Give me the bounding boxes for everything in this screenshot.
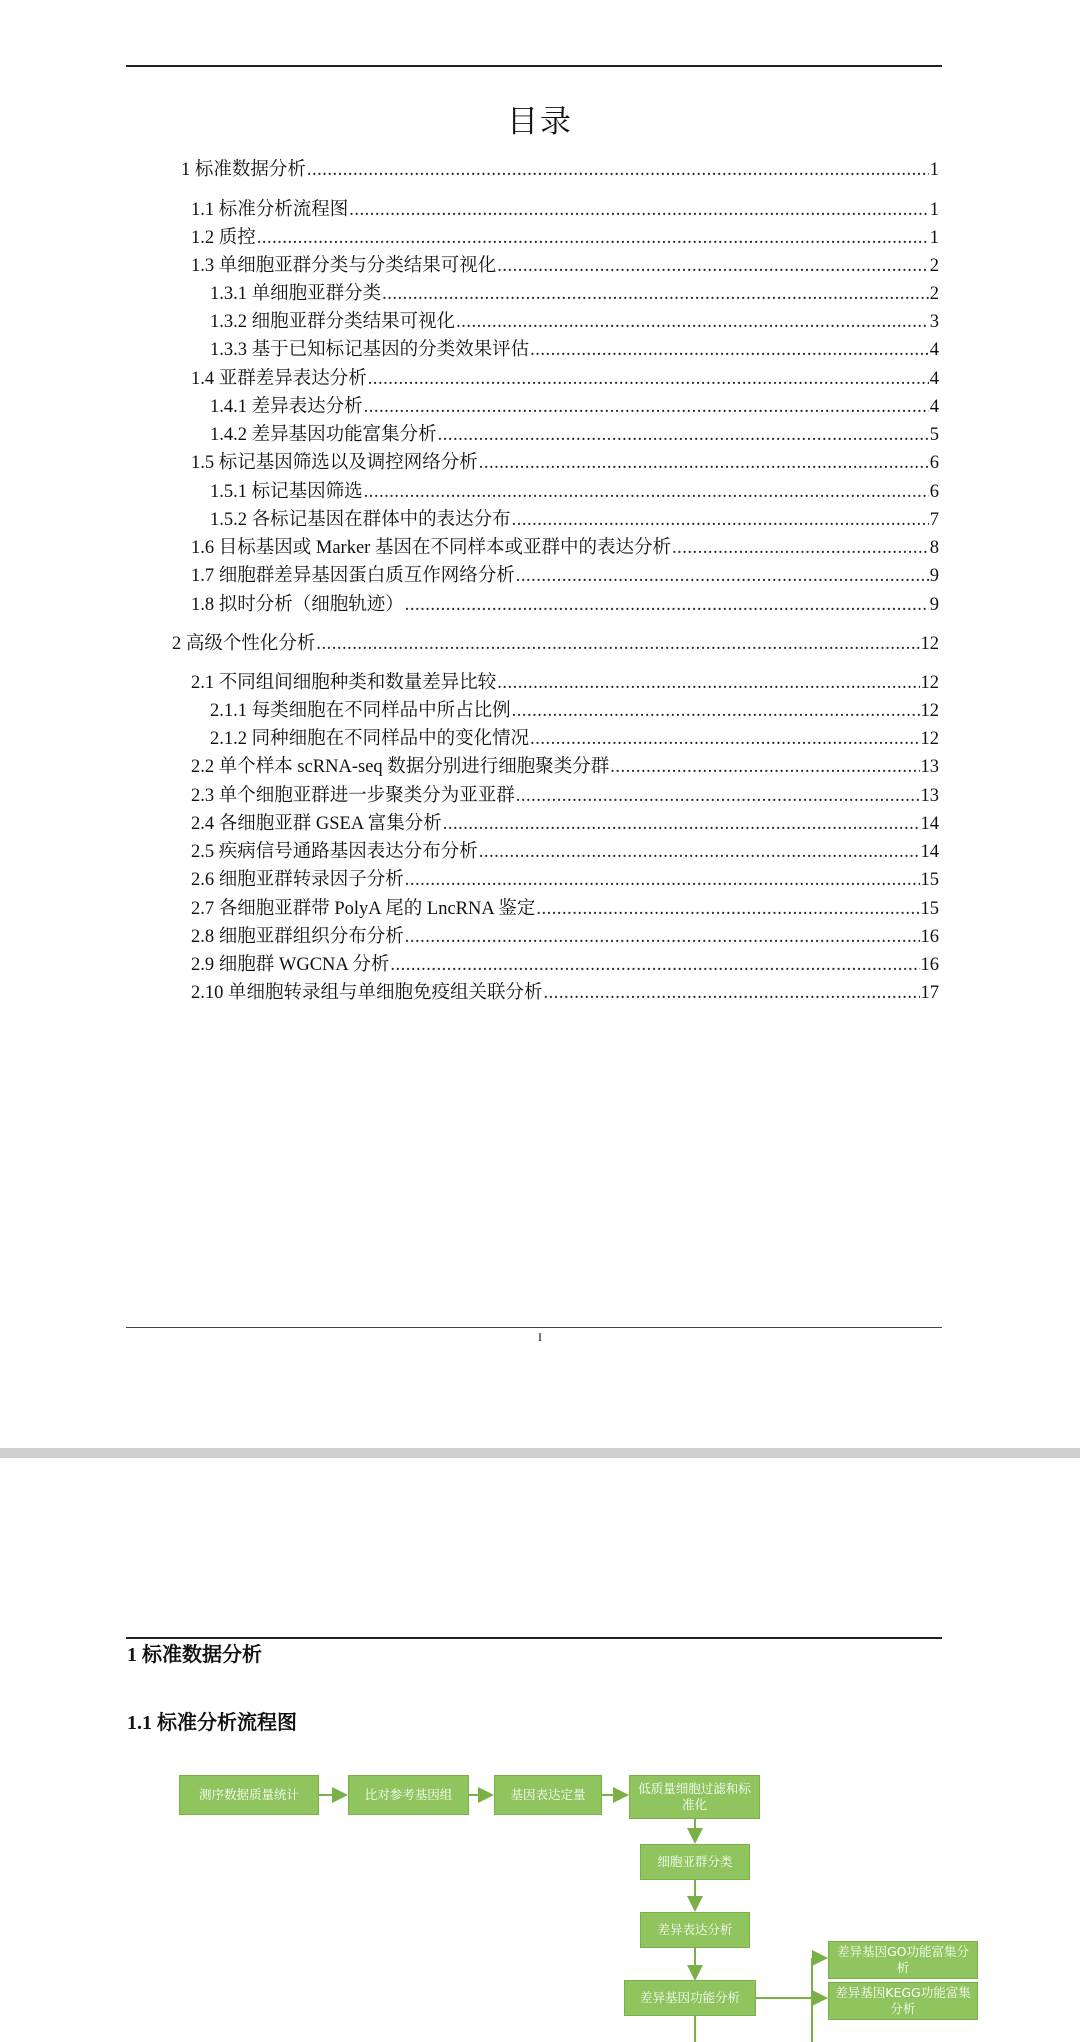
toc-entry[interactable]: 1.7 细胞群差异基因蛋白质互作网络分析 ..... 9: [191, 564, 939, 588]
toc-entry[interactable]: 1.3.2 细胞亚群分类结果可视化 ..... 3: [210, 310, 939, 334]
toc-entry[interactable]: 1.4.1 差异表达分析 ..... 4: [210, 395, 939, 419]
toc-entry[interactable]: 2.5 疾病信号通路基因表达分布分析 ..... 14: [191, 840, 939, 864]
toc-entry[interactable]: 1.5.1 标记基因筛选 ..... 6: [210, 480, 939, 504]
analysis-flowchart: [0, 1458, 1080, 2042]
flow-step-box: 差异基因GO功能富集分析: [828, 1941, 978, 1979]
content-page: [0, 1458, 1080, 2042]
toc-entry[interactable]: 2.1.2 同种细胞在不同样品中的变化情况 ..... 12: [210, 727, 939, 751]
flow-step-box: 差异表达分析: [640, 1912, 750, 1948]
flow-step-box: 低质量细胞过滤和标准化: [629, 1775, 760, 1819]
toc-entry[interactable]: 1.5 标记基因筛选以及调控网络分析 ..... 6: [191, 451, 939, 475]
toc-entry[interactable]: 2.1.1 每类细胞在不同样品中所占比例 ..... 12: [210, 699, 939, 723]
flow-step-box: 比对参考基因组: [348, 1775, 469, 1815]
toc-entry[interactable]: 2.2 单个样本 scRNA-seq 数据分别进行细胞聚类分群 ..... 13: [191, 755, 939, 779]
toc-entry[interactable]: 1.8 拟时分析（细胞轨迹） ..... 9: [191, 593, 939, 617]
toc-entry[interactable]: 1.4 亚群差异表达分析 ..... 4: [191, 367, 939, 391]
toc-entry[interactable]: 1 标准数据分析 ..... 1: [181, 158, 939, 182]
flow-step-box: 差异基因KEGG功能富集分析: [828, 1982, 978, 2020]
toc-entry[interactable]: 1.6 目标基因或 Marker 基因在不同样本或亚群中的表达分析 ..... 8: [191, 536, 939, 560]
toc-entry[interactable]: 2.1 不同组间细胞种类和数量差异比较 ..... 12: [191, 671, 939, 695]
flow-step-box: 基因表达定量: [494, 1775, 602, 1815]
toc-entry[interactable]: 1.3 单细胞亚群分类与分类结果可视化 ..... 2: [191, 254, 939, 278]
toc-entry[interactable]: 1.4.2 差异基因功能富集分析 ..... 5: [210, 423, 939, 447]
footer-rule: [126, 1327, 942, 1328]
toc-entry[interactable]: 1.3.1 单细胞亚群分类 ..... 2: [210, 282, 939, 306]
page-separator: [0, 1448, 1080, 1458]
toc-entry[interactable]: 1.2 质控 ..... 1: [191, 226, 939, 250]
flow-step-box: 测序数据质量统计: [179, 1775, 319, 1815]
toc-entry[interactable]: 2.9 细胞群 WGCNA 分析 ..... 16: [191, 953, 939, 977]
subsection-heading: 1.1 标准分析流程图: [127, 1712, 297, 1734]
toc-entry[interactable]: 2.3 单个细胞亚群进一步聚类分为亚亚群 ..... 13: [191, 784, 939, 808]
toc-entry[interactable]: 1.5.2 各标记基因在群体中的表达分布 ..... 7: [210, 508, 939, 532]
toc-title: 目录: [507, 104, 573, 140]
toc-entry[interactable]: 2.10 单细胞转录组与单细胞免疫组关联分析 ..... 17: [191, 981, 939, 1005]
toc-entry[interactable]: 2.6 细胞亚群转录因子分析 ..... 15: [191, 868, 939, 892]
header-rule: [126, 65, 942, 67]
toc-entry[interactable]: 1.3.3 基于已知标记基因的分类效果评估 ..... 4: [210, 338, 939, 362]
footer-page-number: I: [538, 1330, 542, 1344]
toc-entry[interactable]: 2 高级个性化分析 ..... 12: [172, 632, 939, 656]
flow-step-box: 细胞亚群分类: [640, 1844, 750, 1880]
flow-step-box: 差异基因功能分析: [624, 1980, 756, 2016]
toc-entry[interactable]: 2.8 细胞亚群组织分布分析 ..... 16: [191, 925, 939, 949]
toc-entry[interactable]: 1.1 标准分析流程图 ..... 1: [191, 198, 939, 222]
toc-entry[interactable]: 2.4 各细胞亚群 GSEA 富集分析 ..... 14: [191, 812, 939, 836]
section-heading: 1 标准数据分析: [127, 1644, 262, 1666]
toc-entry[interactable]: 2.7 各细胞亚群带 PolyA 尾的 LncRNA 鉴定 ..... 15: [191, 897, 939, 921]
